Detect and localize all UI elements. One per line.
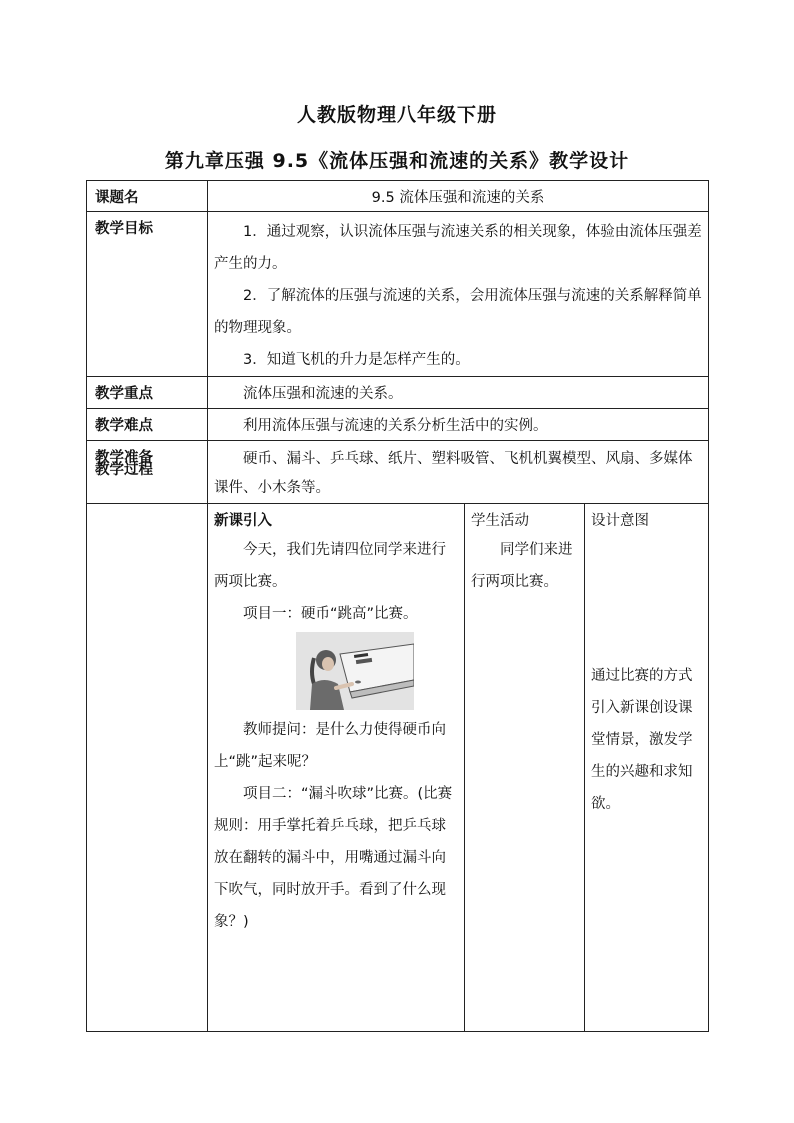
process-content <box>208 504 465 1032</box>
preparation-label: 教学准备 <box>87 441 208 504</box>
process-label: 教学过程 <box>95 461 153 478</box>
row-topic <box>87 181 709 212</box>
document-subtitle: 第九章压强 9.5《流体压强和流速的关系》教学设计 <box>164 150 630 172</box>
process-paragraph-2: 项目一：硬币“跳高”比赛。 <box>243 606 418 622</box>
difficulty-value: 利用流体压强与流速的关系分析生活中的实例。 <box>243 418 548 434</box>
row-key-point <box>87 377 709 409</box>
design-intent-column <box>585 504 709 1032</box>
row-process <box>87 504 709 1032</box>
student-activity-text: 同学们来进行两项比赛。 <box>471 542 573 590</box>
key-point-value: 流体压强和流速的关系。 <box>243 386 403 402</box>
goals-content <box>208 212 709 377</box>
difficulty-label: 教学难点 <box>87 409 208 441</box>
preparation-value: 硬币、漏斗、乒乓球、纸片、塑料吸管、飞机机翼模型、风扇、多媒体课件、小木条等。 <box>214 451 693 496</box>
goal-item-1: 1．通过观察，认识流体压强与流速关系的相关现象，体验由流体压强差产生的力。 <box>214 224 702 272</box>
student-activity-column <box>465 504 585 1032</box>
topic-value: 9.5 流体压强和流速的关系 <box>208 181 709 212</box>
topic-label: 课题名 <box>87 181 208 212</box>
coin-jump-illustration <box>296 632 414 710</box>
student-activity-heading: 学生活动 <box>471 513 529 529</box>
key-point-label: 教学重点 <box>87 377 208 409</box>
goals-label: 教学目标 <box>87 212 208 377</box>
document-title: 人教版物理八年级下册 <box>296 104 497 126</box>
design-intent-heading: 设计意图 <box>591 513 649 529</box>
row-difficulty <box>87 409 709 441</box>
lesson-plan-table <box>86 180 709 1032</box>
process-paragraph-1: 今天，我们先请四位同学来进行两项比赛。 <box>214 542 446 590</box>
process-paragraph-3: 教师提问：是什么力使得硬币向上“跳”起来呢？ <box>214 722 446 770</box>
goal-item-3: 3．知道飞机的升力是怎样产生的。 <box>243 352 470 368</box>
goal-item-2: 2．了解流体的压强与流速的关系，会用流体压强与流速的关系解释简单的物理现象。 <box>214 288 702 336</box>
row-goals <box>87 212 709 377</box>
design-intent-text: 通过比赛的方式引入新课创设课堂情景，激发学生的兴趣和求知欲。 <box>591 668 693 812</box>
intro-heading: 新课引入 <box>214 513 272 529</box>
process-paragraph-4: 项目二：“漏斗吹球”比赛。(比赛规则：用手掌托着乒乓球，把乒乓球放在翻转的漏斗中，用嘴通过漏斗向下吹气，同时放开手。看到了什么现象？) <box>214 786 453 930</box>
